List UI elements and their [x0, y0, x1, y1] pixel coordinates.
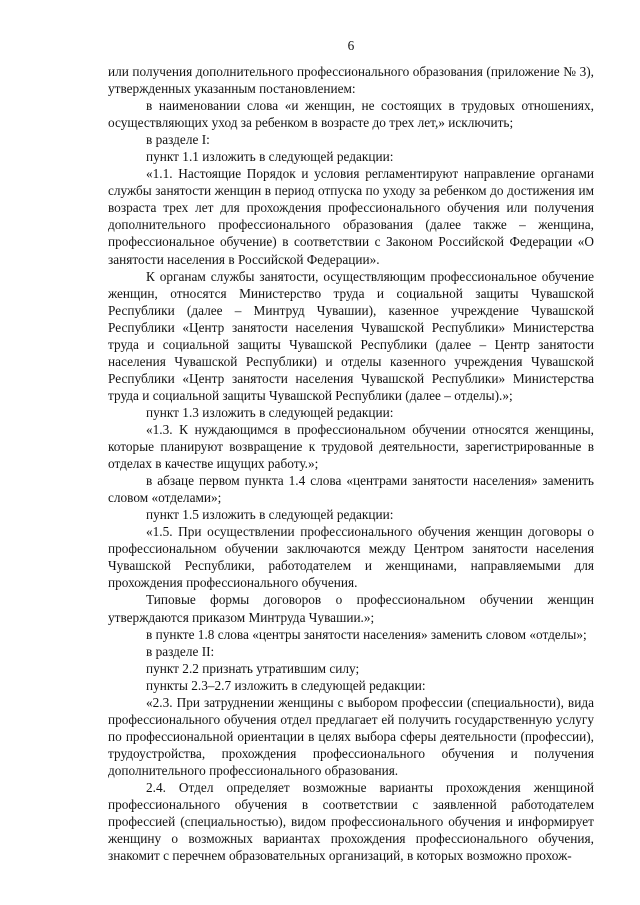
document-paragraph: в разделе I:: [146, 132, 210, 148]
page-number: 6: [347, 38, 355, 53]
document-paragraph: или получения дополнительного профессионального образования (приложение № 3), утвержденных указанным постановлением:: [108, 64, 594, 97]
document-paragraph: пункт 2.2 признать утратившим силу;: [146, 660, 360, 676]
document-paragraph: в разделе II:: [146, 643, 215, 659]
document-paragraph: 2.4. Отдел определяет возможные варианты прохождения женщиной профессионального обучения в соответствии с заявленной работодателем профессией (специальностью), видом профессионального обучения и информирует женщину о возможных вариантах прохождения профессионального обучения, знакомит с перечнем образовательных организаций, в которых возможно прохож-: [108, 779, 594, 864]
document-paragraph: пункт 1.5 изложить в следующей редакции:: [146, 507, 394, 523]
document-body: [108, 63, 594, 864]
document-paragraph: пункты 2.3–2.7 изложить в следующей редакции:: [146, 677, 426, 693]
document-paragraph: К органам службы занятости, осуществляющим профессиональное обучение женщин, относятся Министерство труда и социальной защиты Чувашской Республики (далее – Минтруд Чувашии), казенное учреждение Чувашской Республики «Центр занятости населения Чувашской Республики» Министерства труда и социальной защиты Чувашской Республики (далее – Центр занятости населения Чувашской Республики) и отделы казенного учреждения Чувашской Республики «Центр занятости населения Чувашской Республики» Министерства труда и социальной защиты Чувашской Республики (далее – отделы).»;: [108, 268, 594, 403]
document-paragraph: пункт 1.3 изложить в следующей редакции:: [146, 404, 394, 420]
document-paragraph: Типовые формы договоров о профессиональном обучении женщин утверждаются приказом Минтруда Чувашии.»;: [108, 592, 594, 625]
document-paragraph: «1.3. К нуждающимся в профессиональном обучении относятся женщины, которые планируют возвращение к трудовой деятельности, зарегистрированные в отделах в качестве ищущих работу.»;: [108, 421, 594, 472]
document-paragraph: в наименовании слова «и женщин, не состоящих в трудовых отношениях, осуществляющих уход за ребенком в возрасте до трех лет,» исключить;: [108, 98, 594, 131]
document-paragraph: в пункте 1.8 слова «центры занятости населения» заменить словом «отделы»;: [146, 626, 587, 642]
document-paragraph: «1.1. Настоящие Порядок и условия регламентируют направление органами службы занятости женщин в период отпуска по уходу за ребенком до достижения им возраста трех лет для прохождения профессионального обучения или получения дополнительного профессионального образования (далее также – женщина, профессиональное обучение) в соответствии с Законом Российской Федерации «О занятости населения в Российской Федерации».: [108, 166, 594, 267]
document-paragraph: «2.3. При затруднении женщины с выбором профессии (специальности), вида профессионального обучения отдел предлагает ей получить государственную услугу по профессиональной ориентации в целях выбора сферы деятельности (профессии), трудоустройства, прохождения профессионального обучения и получения дополнительного профессионального образования.: [108, 694, 594, 778]
document-paragraph: в абзаце первом пункта 1.4 слова «центрами занятости населения» заменить словом «отделами»;: [108, 473, 594, 506]
document-paragraph: пункт 1.1 изложить в следующей редакции:: [146, 149, 394, 165]
document-paragraph: «1.5. При осуществлении профессионального обучения женщин договоры о профессиональном обучении заключаются между Центром занятости населения Чувашской Республики, работодателем и женщинами, направляемыми для прохождения профессионального обучения.: [108, 524, 594, 591]
